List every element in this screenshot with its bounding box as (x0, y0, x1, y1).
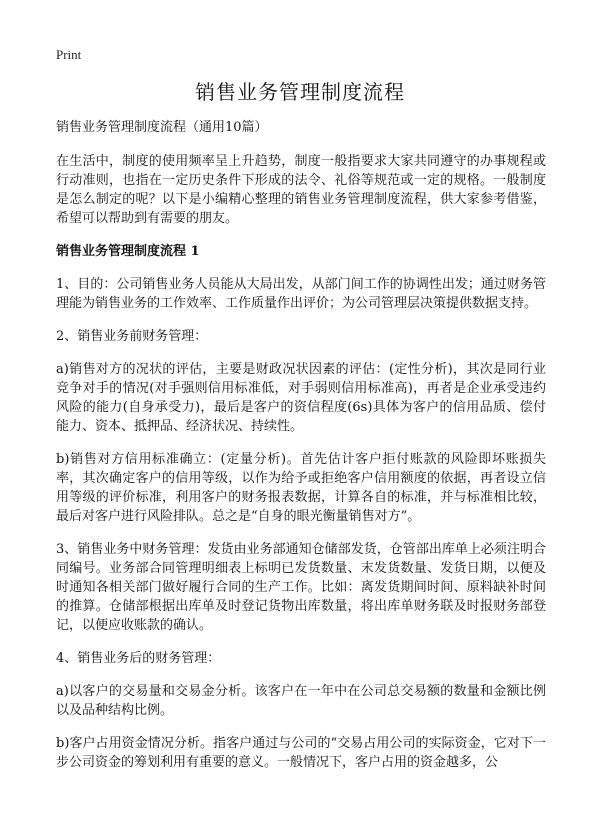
paragraph-capital-analysis: b)客户占用资金情况分析。指客户通过与公司的“交易占用公司的实际资金，它对下一步公司资金的筹划利用有重要的意义。一般情况下，客户占用的资金越多，公 (56, 736, 546, 770)
paragraph-in-sales: 3、销售业务中财务管理：发货由业务部通知仓储部发货，仓管部出库单上必须注明合同编号。业务部合同管理明细表上标明已发货数量、末发货数量、发货日期，以便及时通知各相关部门做好履行合同的生产工作。比如：离发货期间时间、原料缺补时间的推算。仓储部根据出库单及时登记货物出库数量，将出库单财务联及时报财务部登记，以便应收账款的确认。 (56, 542, 546, 633)
paragraph-credit-evaluation: a)销售对方的况状的评估，主要是财政况状因素的评估：(定性分析)，其次是同行业竞争对手的情况(对手强则信用标准低，对手弱则信用标准高)，再者是企业承受违约风险的能力(自身承受力)，最后是客户的资信程度(6s)具体为客户的信用品质、偿付能力、资本、抵押品、经济状况、持续性。 (56, 362, 546, 434)
paragraph-purpose: 1、目的：公司销售业务人员能从大局出发，从部门间工作的协调性出发；通过财务管理能为销售业务的工作效率、工作质量作出评价；为公司管理层决策提供数据支持。 (56, 277, 546, 311)
document-body (56, 118, 546, 786)
document-subtitle: 销售业务管理制度流程（通用10篇） (56, 120, 268, 135)
paragraph-volume-analysis: a)以客户的交易量和交易金分析。该客户在一年中在公司总交易额的数量和金额比例以及品种结构比例。 (56, 684, 546, 718)
paragraph-post-sales-heading: 4、销售业务后的财务管理： (56, 651, 221, 666)
intro-paragraph: 在生活中，制度的使用频率呈上升趋势，制度一般指要求大家共同遵守的办事规程或行动准则，也指在一定历史条件下形成的法令、礼俗等规范或一定的规格。一般制度是怎么制定的呢？以下是小编精心整理的销售业务管理制度流程，供大家参考借鉴，希望可以帮助到有需要的朋友。 (56, 154, 546, 226)
print-link[interactable]: Print (56, 47, 82, 62)
document-title: 销售业务管理制度流程 (195, 80, 405, 104)
paragraph-pre-sales-heading: 2、销售业务前财务管理： (56, 329, 208, 344)
paragraph-credit-standard: b)销售对方信用标准确立：(定量分析)。首先估计客户拒付账款的风险即坏账损失率，其次确定客户的信用等级，以作为给予或拒绝客户信用额度的依据，再者设立信用等级的评价标准，利用客户的财务报表数据，计算各自的标准，并与标准相比较，最后对客户进行风险排队。总之是“自身的眼光衡量销售对方”。 (56, 452, 546, 524)
section-heading: 销售业务管理制度流程 1 (56, 244, 200, 259)
